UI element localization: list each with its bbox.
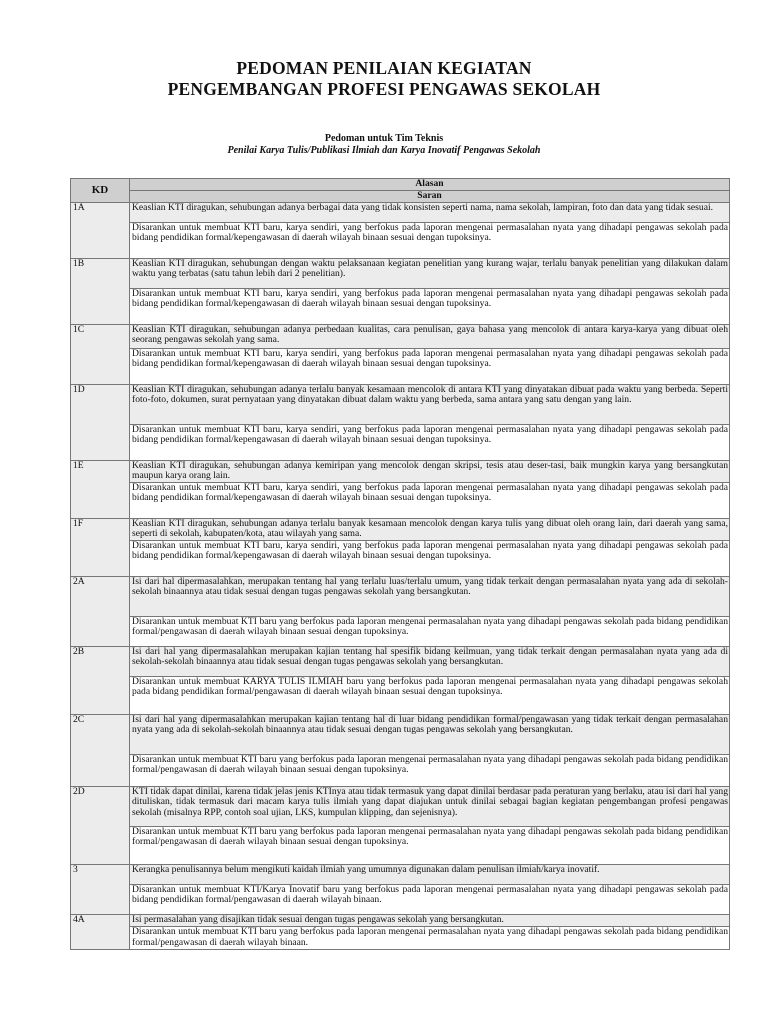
row-saran-text: Disarankan untuk membuat KTI baru yang berfokus pada laporan mengenai permasalahan nyata yang dihadapi pengawas sekolah pada bidang pendidikan formal/pengawasan di daerah wilayah binaan sesuai dengan tupoksinya. [130, 755, 730, 787]
row-kd-code: 1B [71, 259, 130, 325]
row-alasan-text: Isi permasalahan yang disajikan tidak sesuai dengan tugas pengawas sekolah yang bersangkutan. [130, 915, 730, 927]
row-kd-code: 2C [71, 715, 130, 787]
header-saran: Saran [130, 191, 730, 203]
row-alasan-text: Kerangka penulisannya belum mengikuti kaidah ilmiah yang umumnya digunakan dalam penulisan ilmiah/karya inovatif. [130, 865, 730, 885]
row-saran-text: Disarankan untuk membuat KTI baru, karya sendiri, yang berfokus pada laporan mengenai permasalahan nyata yang dihadapi pengawas sekolah pada bidang pendidikan formal/kepengawasan di daerah wilayah binaan sesuai dengan tupoksinya. [130, 349, 730, 385]
row-alasan-text: Keaslian KTI diragukan, sehubungan adanya terlalu banyak kesamaan mencolok dengan karya tulis yang dibuat oleh orang lain, dari daerah yang sama, seperti di sekolah, kabupaten/kota, atau wilayah yang sama. [130, 519, 730, 541]
row-kd-code: 1F [71, 519, 130, 577]
row-alasan-text: Isi dari hal dipermasalahkan, merupakan tentang hal yang terlalu luas/terlalu umum, yang tidak terkait dengan permasalahan nyata yang ada di sekolah-sekolah binaannya atau tidak sesuai dengan tugas pengawas sekolah yang bersangkutan. [130, 577, 730, 617]
table-row [71, 927, 730, 949]
table-row [71, 677, 730, 715]
row-alasan-text: Keaslian KTI diragukan, sehubungan dengan waktu pelaksanaan kegiatan penelitian yang kurang wajar, terlalu banyak penelitian yang dilakukan dalam waktu yang terbatas (satu tahun lebih dari 2 penelitian). [130, 259, 730, 289]
table-row [71, 787, 730, 827]
row-saran-text: Disarankan untuk membuat KTI/Karya Inovatif baru yang berfokus pada laporan mengenai permasalahan nyata yang dihadapi pengawas sekolah pada bidang pendidikan formal/pengawasan di daerah wilayah binaan. [130, 885, 730, 915]
header-alasan: Alasan [130, 179, 730, 191]
table-row [71, 461, 730, 483]
table-row [71, 885, 730, 915]
table-row [71, 519, 730, 541]
row-saran-text: Disarankan untuk membuat KTI baru yang berfokus pada laporan mengenai permasalahan nyata yang dihadapi pengawas sekolah pada bidang pendidikan formal/pengawasan di daerah wilayah binaan sesuai dengan tupoksinya. [130, 827, 730, 865]
document-subtitle-line2: Penilai Karya Tulis/Publikasi Ilmiah dan Karya Inovatif Pengawas Sekolah [227, 145, 541, 156]
table-body [71, 203, 730, 950]
table-row [71, 715, 730, 755]
table-row [71, 385, 730, 425]
table-row [71, 483, 730, 519]
row-kd-code: 1A [71, 203, 130, 259]
table-row [71, 223, 730, 259]
document-title-line1: PEDOMAN PENILAIAN KEGIATAN [236, 58, 532, 78]
table-row [71, 827, 730, 865]
table-row [71, 865, 730, 885]
table-row [71, 349, 730, 385]
row-saran-text: Disarankan untuk membuat KTI baru, karya sendiri, yang berfokus pada laporan mengenai permasalahan nyata yang dihadapi pengawas sekolah pada bidang pendidikan formal/kepengawasan di daerah wilayah binaan sesuai dengan tupoksinya. [130, 483, 730, 519]
row-kd-code: 2D [71, 787, 130, 865]
row-saran-text: Disarankan untuk membuat KTI baru yang berfokus pada laporan mengenai permasalahan nyata yang dihadapi pengawas sekolah pada bidang pendidikan formal/pengawasan di daerah wilayah binaan. [130, 927, 730, 949]
header-kd: KD [71, 179, 130, 203]
row-kd-code: 2B [71, 647, 130, 715]
row-alasan-text: Keaslian KTI diragukan, sehubungan adanya kemiripan yang mencolok dengan skripsi, tesis atau deser-tasi, baik mungkin karya yang bersangkutan maupun karya orang lain. [130, 461, 730, 483]
table-row [71, 915, 730, 927]
table-row [71, 289, 730, 325]
table-row [71, 577, 730, 617]
row-alasan-text: Keaslian KTI diragukan, sehubungan adanya perbedaan kualitas, cara penulisan, gaya bahasa yang mencolok di antara karya-karya yang dibuat oleh seorang pengawas sekolah yang sama. [130, 325, 730, 349]
row-kd-code: 1D [71, 385, 130, 461]
row-kd-code: 4A [71, 915, 130, 949]
row-saran-text: Disarankan untuk membuat KARYA TULIS ILMIAH baru yang berfokus pada laporan mengenai permasalahan nyata yang dihadapi pengawas sekolah pada bidang pendidikan formal/pengawasan di daerah wilayah binaan sesuai dengan tupoksinya. [130, 677, 730, 715]
row-kd-code: 1E [71, 461, 130, 519]
table-row [71, 541, 730, 577]
table-row [71, 755, 730, 787]
document-subtitle-line1: Pedoman untuk Tim Teknis [324, 133, 444, 144]
row-saran-text: Disarankan untuk membuat KTI baru, karya sendiri, yang berfokus pada laporan mengenai permasalahan nyata yang dihadapi pengawas sekolah pada bidang pendidikan formal/kepengawasan di daerah wilayah binaan sesuai dengan tupoksinya. [130, 425, 730, 461]
table-row [71, 325, 730, 349]
row-saran-text: Disarankan untuk membuat KTI baru, karya sendiri, yang berfokus pada laporan mengenai permasalahan nyata yang dihadapi pengawas sekolah pada bidang pendidikan formal/kepengawasan di daerah wilayah binaan sesuai dengan tupoksinya. [130, 289, 730, 325]
table-row [71, 259, 730, 289]
table-row [71, 647, 730, 677]
row-alasan-text: Keaslian KTI diragukan, sehubungan adanya berbagai data yang tidak konsisten seperti nama, nama sekolah, lampiran, foto dan data yang tidak sesuai. [130, 203, 730, 223]
assessment-table [70, 178, 730, 950]
table-row [71, 203, 730, 223]
row-alasan-text: Keaslian KTI diragukan, sehubungan adanya terlalu banyak kesamaan mencolok di antara KTI yang dinyatakan dibuat pada waktu yang berbeda. Seperti foto-foto, dokumen, surat pernyataan yang dinyatakan dibuat dalam waktu yang berbeda, sama antara yang satu dengan yang lain. [130, 385, 730, 425]
row-saran-text: Disarankan untuk membuat KTI baru, karya sendiri, yang berfokus pada laporan mengenai permasalahan nyata yang dihadapi pengawas sekolah pada bidang pendidikan formal/kepengawasan di daerah wilayah binaan sesuai dengan tupoksinya. [130, 223, 730, 259]
row-kd-code: 2A [71, 577, 130, 647]
row-alasan-text: KTI tidak dapat dinilai, karena tidak jelas jenis KTInya atau tidak termasuk yang dapat dinilai berdasar pada peraturan yang berlaku, atau isi dari hal yang dituliskan, tidak termasuk dari macam karya tulis ilmiah yang dapat diajukan untuk dinilai sebagai bagian kegiatan pengembangan profesi pengawas sekolah (misalnya RPP, contoh soal ujian, LKS, kumpulan klipping, dan sejenisnya). [130, 787, 730, 827]
row-kd-code: 1C [71, 325, 130, 385]
row-saran-text: Disarankan untuk membuat KTI baru, karya sendiri, yang berfokus pada laporan mengenai permasalahan nyata yang dihadapi pengawas sekolah pada bidang pendidikan formal/kepengawasan di daerah wilayah binaan sesuai dengan tupoksinya. [130, 541, 730, 577]
table-row [71, 617, 730, 647]
document-title-line2: PENGEMBANGAN PROFESI PENGAWAS SEKOLAH [167, 79, 601, 99]
table-row [71, 425, 730, 461]
row-alasan-text: Isi dari hal yang dipermasalahkan merupakan kajian tentang hal spesifik bidang keilmuan, yang tidak terkait dengan permasalahan nyata yang ada di sekolah-sekolah binaannya atau tidak sesuai dengan tugas pengawas sekolah yang bersangkutan. [130, 647, 730, 677]
row-saran-text: Disarankan untuk membuat KTI baru yang berfokus pada laporan mengenai permasalahan nyata yang dihadapi pengawas sekolah pada bidang pendidikan formal/pengawasan di daerah wilayah binaan sesuai dengan tupoksinya. [130, 617, 730, 647]
row-kd-code: 3 [71, 865, 130, 915]
row-alasan-text: Isi dari hal yang dipermasalahkan merupakan kajian tentang hal di luar bidang pendidikan formal/pengawasan yang tidak terkait dengan permasalahan nyata yang ada di sekolah-sekolah binaannya atau tidak sesuai dengan tugas pengawas sekolah yang bersangkutan. [130, 715, 730, 755]
